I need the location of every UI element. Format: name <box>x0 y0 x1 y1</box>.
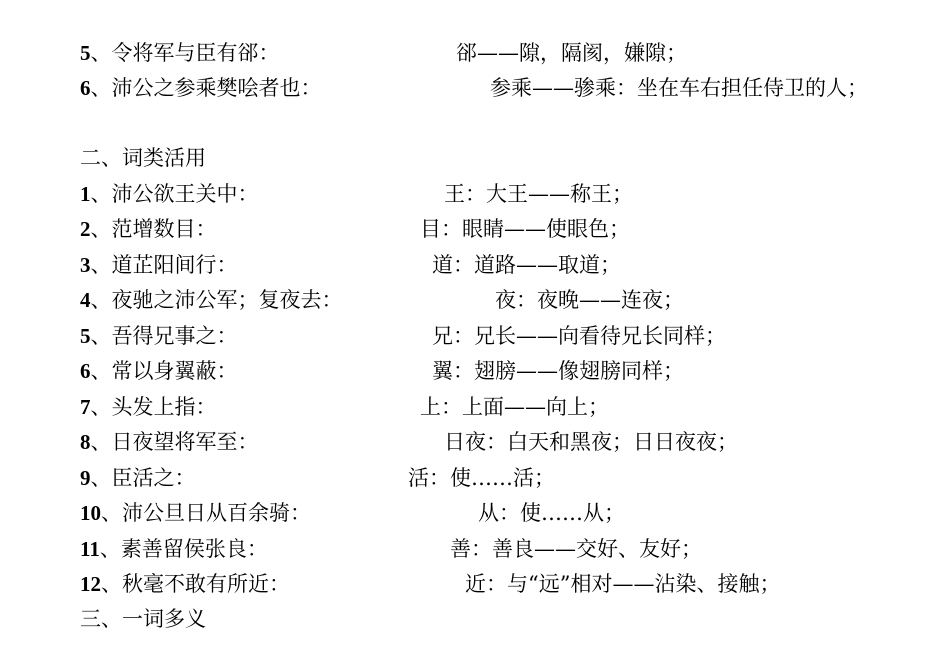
item-answer: 郤——隙，隔阂，嫌隙； <box>456 41 687 65</box>
item-question: 5、吾得兄事之： <box>80 324 238 348</box>
item-question: 6、沛公之参乘樊哙者也： <box>80 76 322 100</box>
item-text: 沛公欲王关中： <box>111 182 259 206</box>
item-number: 10 <box>80 501 101 525</box>
item-question: 12、秋毫不敢有所近： <box>80 572 290 596</box>
item-answer: 从：使……从； <box>478 501 625 525</box>
item-question: 7、头发上指： <box>80 395 217 419</box>
item-question: 8、日夜望将军至： <box>80 430 259 454</box>
item-answer: 活：使……活； <box>408 466 555 490</box>
item-number: 3 <box>80 253 91 277</box>
item-number: 5 <box>80 324 91 348</box>
item-number: 11 <box>80 537 100 561</box>
item-answer: 上：上面——向上； <box>420 395 609 419</box>
item-question: 3、道芷阳间行： <box>80 253 238 277</box>
item-question: 1、沛公欲王关中： <box>80 182 259 206</box>
section-heading: 三、一词多义 <box>80 607 206 631</box>
item-number: 6 <box>80 359 91 383</box>
item-number: 2 <box>80 217 91 241</box>
item-question: 10、沛公旦日从百余骑： <box>80 501 311 525</box>
item-answer: 兄：兄长——向看待兄长同样； <box>432 324 726 348</box>
item-answer: 近：与“远”相对——沾染、接触； <box>465 572 781 596</box>
item-number: 5 <box>80 41 91 65</box>
item-answer: 王：大王——称王； <box>444 182 633 206</box>
item-answer: 目：眼睛——使眼色； <box>420 217 630 241</box>
item-number: 6 <box>80 76 91 100</box>
item-answer: 善：善良——交好、友好； <box>450 537 702 561</box>
item-question: 5、令将军与臣有郤： <box>80 41 280 65</box>
item-question: 9、臣活之： <box>80 466 196 490</box>
item-answer: 日夜：白天和黑夜；日日夜夜； <box>444 430 738 454</box>
item-question: 2、范增数目： <box>80 217 217 241</box>
item-answer: 参乘——骖乘：坐在车右担任侍卫的人； <box>490 76 868 100</box>
item-answer: 道：道路——取道； <box>432 253 621 277</box>
item-answer: 夜：夜晚——连夜； <box>495 288 684 312</box>
item-text: 夜驰之沛公军；复夜去： <box>111 288 343 312</box>
item-answer: 翼：翅膀——像翅膀同样； <box>432 359 684 383</box>
item-number: 9 <box>80 466 91 490</box>
item-question: 6、常以身翼蔽： <box>80 359 238 383</box>
item-text: 素善留侯张良： <box>120 537 268 561</box>
item-number: 12 <box>80 572 101 596</box>
item-text: 令将军与臣有郤： <box>111 41 280 65</box>
section-heading: 二、词类活用 <box>80 146 206 170</box>
item-text: 沛公之参乘樊哙者也： <box>111 76 322 100</box>
item-number: 8 <box>80 430 91 454</box>
item-number: 7 <box>80 395 91 419</box>
item-text: 沛公旦日从百余骑： <box>122 501 311 525</box>
item-question: 11、素善留侯张良： <box>80 537 268 561</box>
item-text: 日夜望将军至： <box>111 430 259 454</box>
item-text: 常以身翼蔽： <box>111 359 238 383</box>
item-text: 臣活之： <box>111 466 196 490</box>
item-text: 吾得兄事之： <box>111 324 238 348</box>
item-number: 4 <box>80 288 91 312</box>
item-text: 道芷阳间行： <box>111 253 238 277</box>
item-question: 4、夜驰之沛公军；复夜去： <box>80 288 343 312</box>
item-text: 秋毫不敢有所近： <box>122 572 290 596</box>
item-text: 范增数目： <box>111 217 217 241</box>
item-number: 1 <box>80 182 91 206</box>
item-text: 头发上指： <box>111 395 217 419</box>
